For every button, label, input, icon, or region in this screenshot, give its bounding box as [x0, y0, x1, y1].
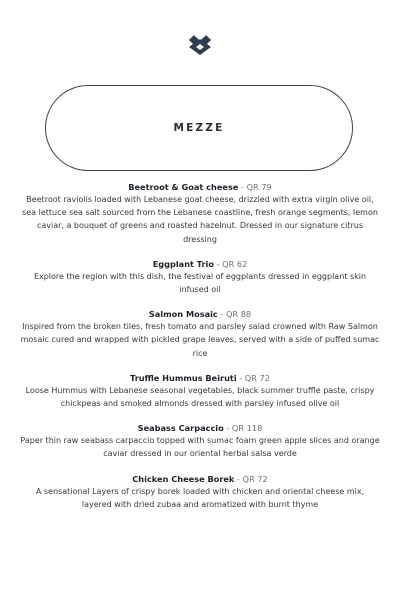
- menu-item-heading: [20, 308, 380, 320]
- menu-item-price: QR 72: [242, 473, 268, 484]
- menu-item-description: Explore the region with this dish, the festival of eggplants dressed in eggplant skin infused oil: [33, 271, 367, 295]
- menu-item-separator: -: [238, 182, 247, 192]
- menu-item-salmon-mosaic: [20, 308, 380, 360]
- menu-item-seabass-carpaccio: [20, 422, 380, 460]
- menu-item-price: QR 79: [246, 182, 272, 192]
- menu-item-name: Eggplant Trio: [152, 258, 214, 269]
- menu-item-separator: -: [213, 258, 223, 269]
- section-title: MEZZE: [173, 122, 225, 134]
- menu-item-separator: -: [236, 372, 245, 383]
- menu-item-description: Inspired from the broken tiles, fresh tomato and parsley salad crowned with Raw Salmon mosaic cured and wrapped with pickled grape leaves, served with a side of puffed sumac rice: [20, 322, 380, 358]
- menu-item-truffle-hummus-beiruti: [20, 372, 380, 410]
- menu-item-separator: -: [217, 309, 226, 320]
- menu-item-name: Truffle Hummus Beiruti: [130, 372, 237, 383]
- menu-item-name: Salmon Mosaic: [148, 309, 218, 320]
- menu-item-heading: [20, 258, 380, 270]
- menu-item-heading: [20, 422, 380, 434]
- menu-item-description: Loose Hummus with Lebanese seasonal vegetables, black summer truffle paste, crispy chickpeas and smoked almonds dressed with parsley infused olive oil: [25, 385, 375, 409]
- menu-item-description: Paper thin raw seabass carpaccio topped with sumac foam green apple slices and orange caviar dressed in our oriental herbal salsa verde: [20, 436, 380, 459]
- brand-logo-icon: [184, 34, 216, 56]
- menu-item-heading: [20, 473, 380, 485]
- section-header: [45, 85, 353, 171]
- menu-item-separator: -: [234, 473, 243, 484]
- menu-item-heading: [20, 372, 380, 384]
- menu-item-price: QR 72: [244, 372, 270, 383]
- menu-item-price: QR 118: [231, 423, 263, 434]
- menu-list: [20, 181, 380, 523]
- menu-item-separator: -: [223, 423, 232, 434]
- menu-item-price: QR 88: [225, 309, 252, 320]
- menu-item-name: Chicken Cheese Borek: [132, 473, 235, 484]
- menu-item-description: Beetroot raviolis loaded with Lebanese goat cheese, drizzled with extra virgin olive oil, sea lettuce sea salt sourced from the Lebanese coastline, fresh orange segments, lemon caviar, a bouquet of greens and roasted hazelnut. Dressed in our signature citrus dressing: [22, 195, 378, 244]
- menu-item-heading: [20, 181, 380, 193]
- menu-item-price: QR 62: [222, 258, 248, 269]
- menu-item-chicken-cheese-borek: [20, 473, 380, 511]
- menu-item-description: A sensational Layers of crispy borek loaded with chicken and oriental cheese mix, layered with dried zubaa and aromatized with burnt thyme: [35, 486, 365, 509]
- menu-item-name: Beetroot & Goat cheese: [128, 182, 239, 192]
- menu-item-beetroot-goat-cheese: [20, 181, 380, 246]
- menu-item-eggplant-trio: [20, 258, 380, 296]
- menu-item-name: Seabass Carpaccio: [137, 423, 224, 434]
